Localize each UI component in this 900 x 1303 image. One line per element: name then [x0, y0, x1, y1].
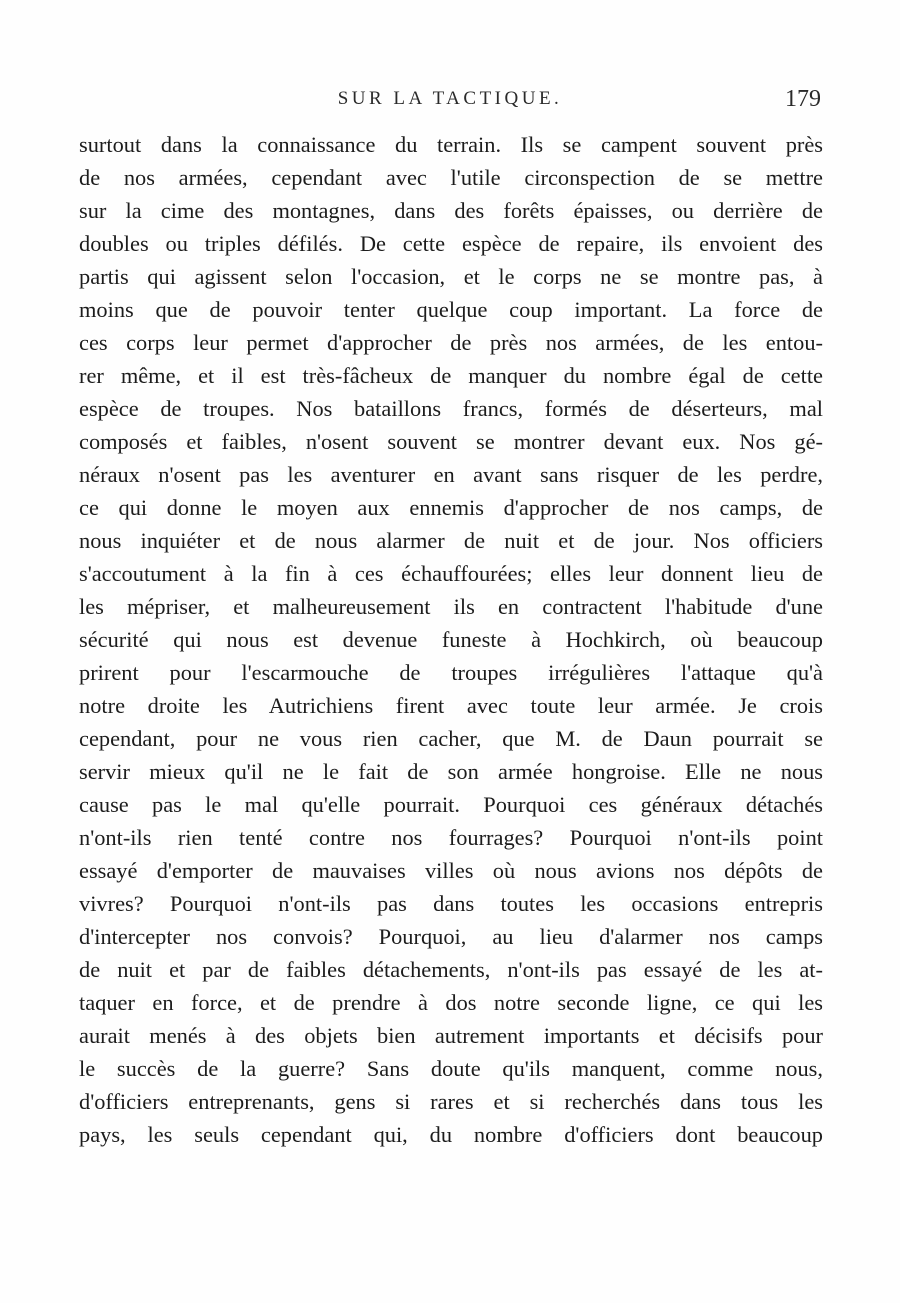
text-line: le succès de la guerre? Sans doute qu'ils manquent, comme nous, — [79, 1056, 823, 1081]
text-line: d'officiers entreprenants, gens si rares et si recherchés dans tous les — [79, 1089, 823, 1114]
text-line: notre droite les Autrichiens firent avec toute leur armée. Je crois — [79, 693, 823, 718]
running-title: SUR LA TACTIQUE. — [337, 88, 563, 109]
running-head — [0, 86, 900, 116]
text-line: ces corps leur permet d'approcher de près nos armées, de les entou- — [79, 330, 823, 355]
text-line: prirent pour l'escarmouche de troupes irrégulières l'attaque qu'à — [79, 660, 823, 685]
text-line: n'ont-ils rien tenté contre nos fourrages? Pourquoi n'ont-ils point — [79, 825, 823, 850]
text-line: sur la cime des montagnes, dans des forêts épaisses, ou derrière de — [79, 198, 823, 223]
text-line: servir mieux qu'il ne le fait de son armée hongroise. Elle ne nous — [79, 759, 823, 784]
text-line: de nuit et par de faibles détachements, n'ont-ils pas essayé de les at- — [79, 957, 823, 982]
text-line: composés et faibles, n'osent souvent se montrer devant eux. Nos gé- — [79, 429, 823, 454]
text-line: pays, les seuls cependant qui, du nombre d'officiers dont beaucoup — [79, 1122, 823, 1147]
text-line: s'accoutument à la fin à ces échauffourées; elles leur donnent lieu de — [79, 561, 823, 586]
text-line: surtout dans la connaissance du terrain. Ils se campent souvent près — [79, 132, 823, 157]
text-line: cependant, pour ne vous rien cacher, que M. de Daun pourrait se — [79, 726, 823, 751]
text-line: taquer en force, et de prendre à dos notre seconde ligne, ce qui les — [79, 990, 823, 1015]
text-line: sécurité qui nous est devenue funeste à Hochkirch, où beaucoup — [79, 627, 823, 652]
text-line: partis qui agissent selon l'occasion, et le corps ne se montre pas, à — [79, 264, 823, 289]
text-line: d'intercepter nos convois? Pourquoi, au lieu d'alarmer nos camps — [79, 924, 823, 949]
text-line: espèce de troupes. Nos bataillons francs, formés de déserteurs, mal — [79, 396, 823, 421]
text-line: nous inquiéter et de nous alarmer de nuit et de jour. Nos officiers — [79, 528, 823, 553]
text-line: néraux n'osent pas les aventurer en avant sans risquer de les perdre, — [79, 462, 823, 487]
text-line: moins que de pouvoir tenter quelque coup important. La force de — [79, 297, 823, 322]
page-number: 179 — [785, 86, 821, 112]
body-text — [79, 128, 823, 1151]
text-line: rer même, et il est très-fâcheux de manquer du nombre égal de cette — [79, 363, 823, 388]
text-line: vivres? Pourquoi n'ont-ils pas dans toutes les occasions entrepris — [79, 891, 823, 916]
text-line: de nos armées, cependant avec l'utile circonspection de se mettre — [79, 165, 823, 190]
text-line: aurait menés à des objets bien autrement importants et décisifs pour — [79, 1023, 823, 1048]
text-line: essayé d'emporter de mauvaises villes où nous avions nos dépôts de — [79, 858, 823, 883]
text-line: les mépriser, et malheureusement ils en contractent l'habitude d'une — [79, 594, 823, 619]
text-line: ce qui donne le moyen aux ennemis d'approcher de nos camps, de — [79, 495, 823, 520]
text-line: doubles ou triples défilés. De cette espèce de repaire, ils envoient des — [79, 231, 823, 256]
text-line: cause pas le mal qu'elle pourrait. Pourquoi ces généraux détachés — [79, 792, 823, 817]
